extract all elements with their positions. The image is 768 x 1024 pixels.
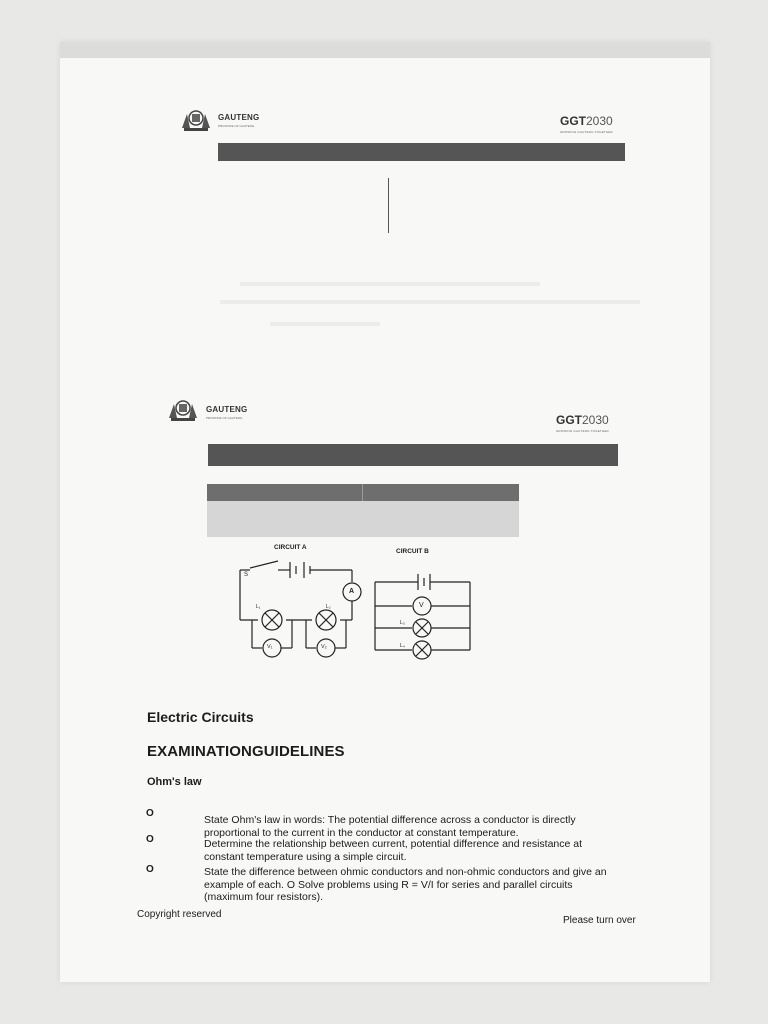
ggt-year: 2030: [582, 413, 609, 427]
header-bar: [208, 444, 618, 466]
switch-lever: [250, 561, 278, 568]
ggt-main: GGT: [556, 413, 582, 427]
v1-label: V₁: [267, 644, 273, 650]
lamp-l1-label: L₁: [256, 604, 261, 610]
lamp-l4-label: L₄: [400, 643, 405, 649]
circuit-b-label: CIRCUIT B: [396, 548, 429, 555]
org-sub: PROVINCE OF GAUTENG: [218, 124, 255, 128]
lamp-l2-label: L₂: [326, 604, 331, 610]
v2-label: V₂: [321, 644, 327, 650]
list-item: Determine the relationship between current, potential difference and resistance at constant temperature using a simple circuit.: [204, 838, 583, 863]
table-body: [207, 501, 519, 537]
org-sub: PROVINCE OF GAUTENG: [206, 416, 243, 420]
show-through: [270, 322, 380, 326]
turn-over-text: Please turn over: [563, 915, 636, 926]
org-name: GAUTENG: [206, 405, 248, 414]
ggt-logo: [556, 413, 609, 427]
copyright-text: Copyright reserved: [137, 909, 222, 920]
ggt-main: GGT: [560, 114, 586, 128]
switch-label: S: [244, 572, 249, 578]
voltmeter-label: V: [419, 602, 424, 609]
ggt-tagline: GROWING GAUTENG TOGETHER: [560, 130, 613, 134]
circuit-a-label: CIRCUIT A: [274, 544, 307, 551]
circuit-diagram: [230, 540, 490, 665]
table-header: [207, 484, 519, 501]
bullet-icon: O: [146, 808, 154, 819]
ggt-logo: [560, 114, 613, 128]
bullet-icon: O: [146, 864, 154, 875]
ammeter-label: A: [349, 588, 355, 595]
lamp-l3-label: L₃: [400, 620, 405, 626]
top-scan-band: [60, 42, 710, 58]
divider-line: [388, 178, 389, 233]
table-divider: [362, 484, 363, 501]
list-item: State Ohm's law in words: The potential difference across a conductor is directly proportional to the current in the conductor at constant temperature.: [204, 814, 576, 839]
ggt-year: 2030: [586, 114, 613, 128]
bullet-icon: O: [146, 834, 154, 845]
gauteng-crest-icon: [178, 106, 214, 134]
header-bar: [218, 143, 625, 161]
section-title: Electric Circuits: [147, 709, 254, 725]
ggt-tagline: GROWING GAUTENG TOGETHER: [556, 429, 609, 433]
show-through: [240, 282, 540, 286]
subsection-title: Ohm's law: [147, 776, 202, 788]
guidelines-title: EXAMINATIONGUIDELINES: [147, 743, 345, 760]
list-item: State the difference between ohmic conductors and non-ohmic conductors and give an example of each. O Solve problems using R = V/I for series and parallel circuits (maximum four resistors).: [204, 866, 607, 903]
gauteng-crest-icon: [165, 396, 201, 424]
show-through: [220, 300, 640, 304]
org-name: GAUTENG: [218, 113, 260, 122]
